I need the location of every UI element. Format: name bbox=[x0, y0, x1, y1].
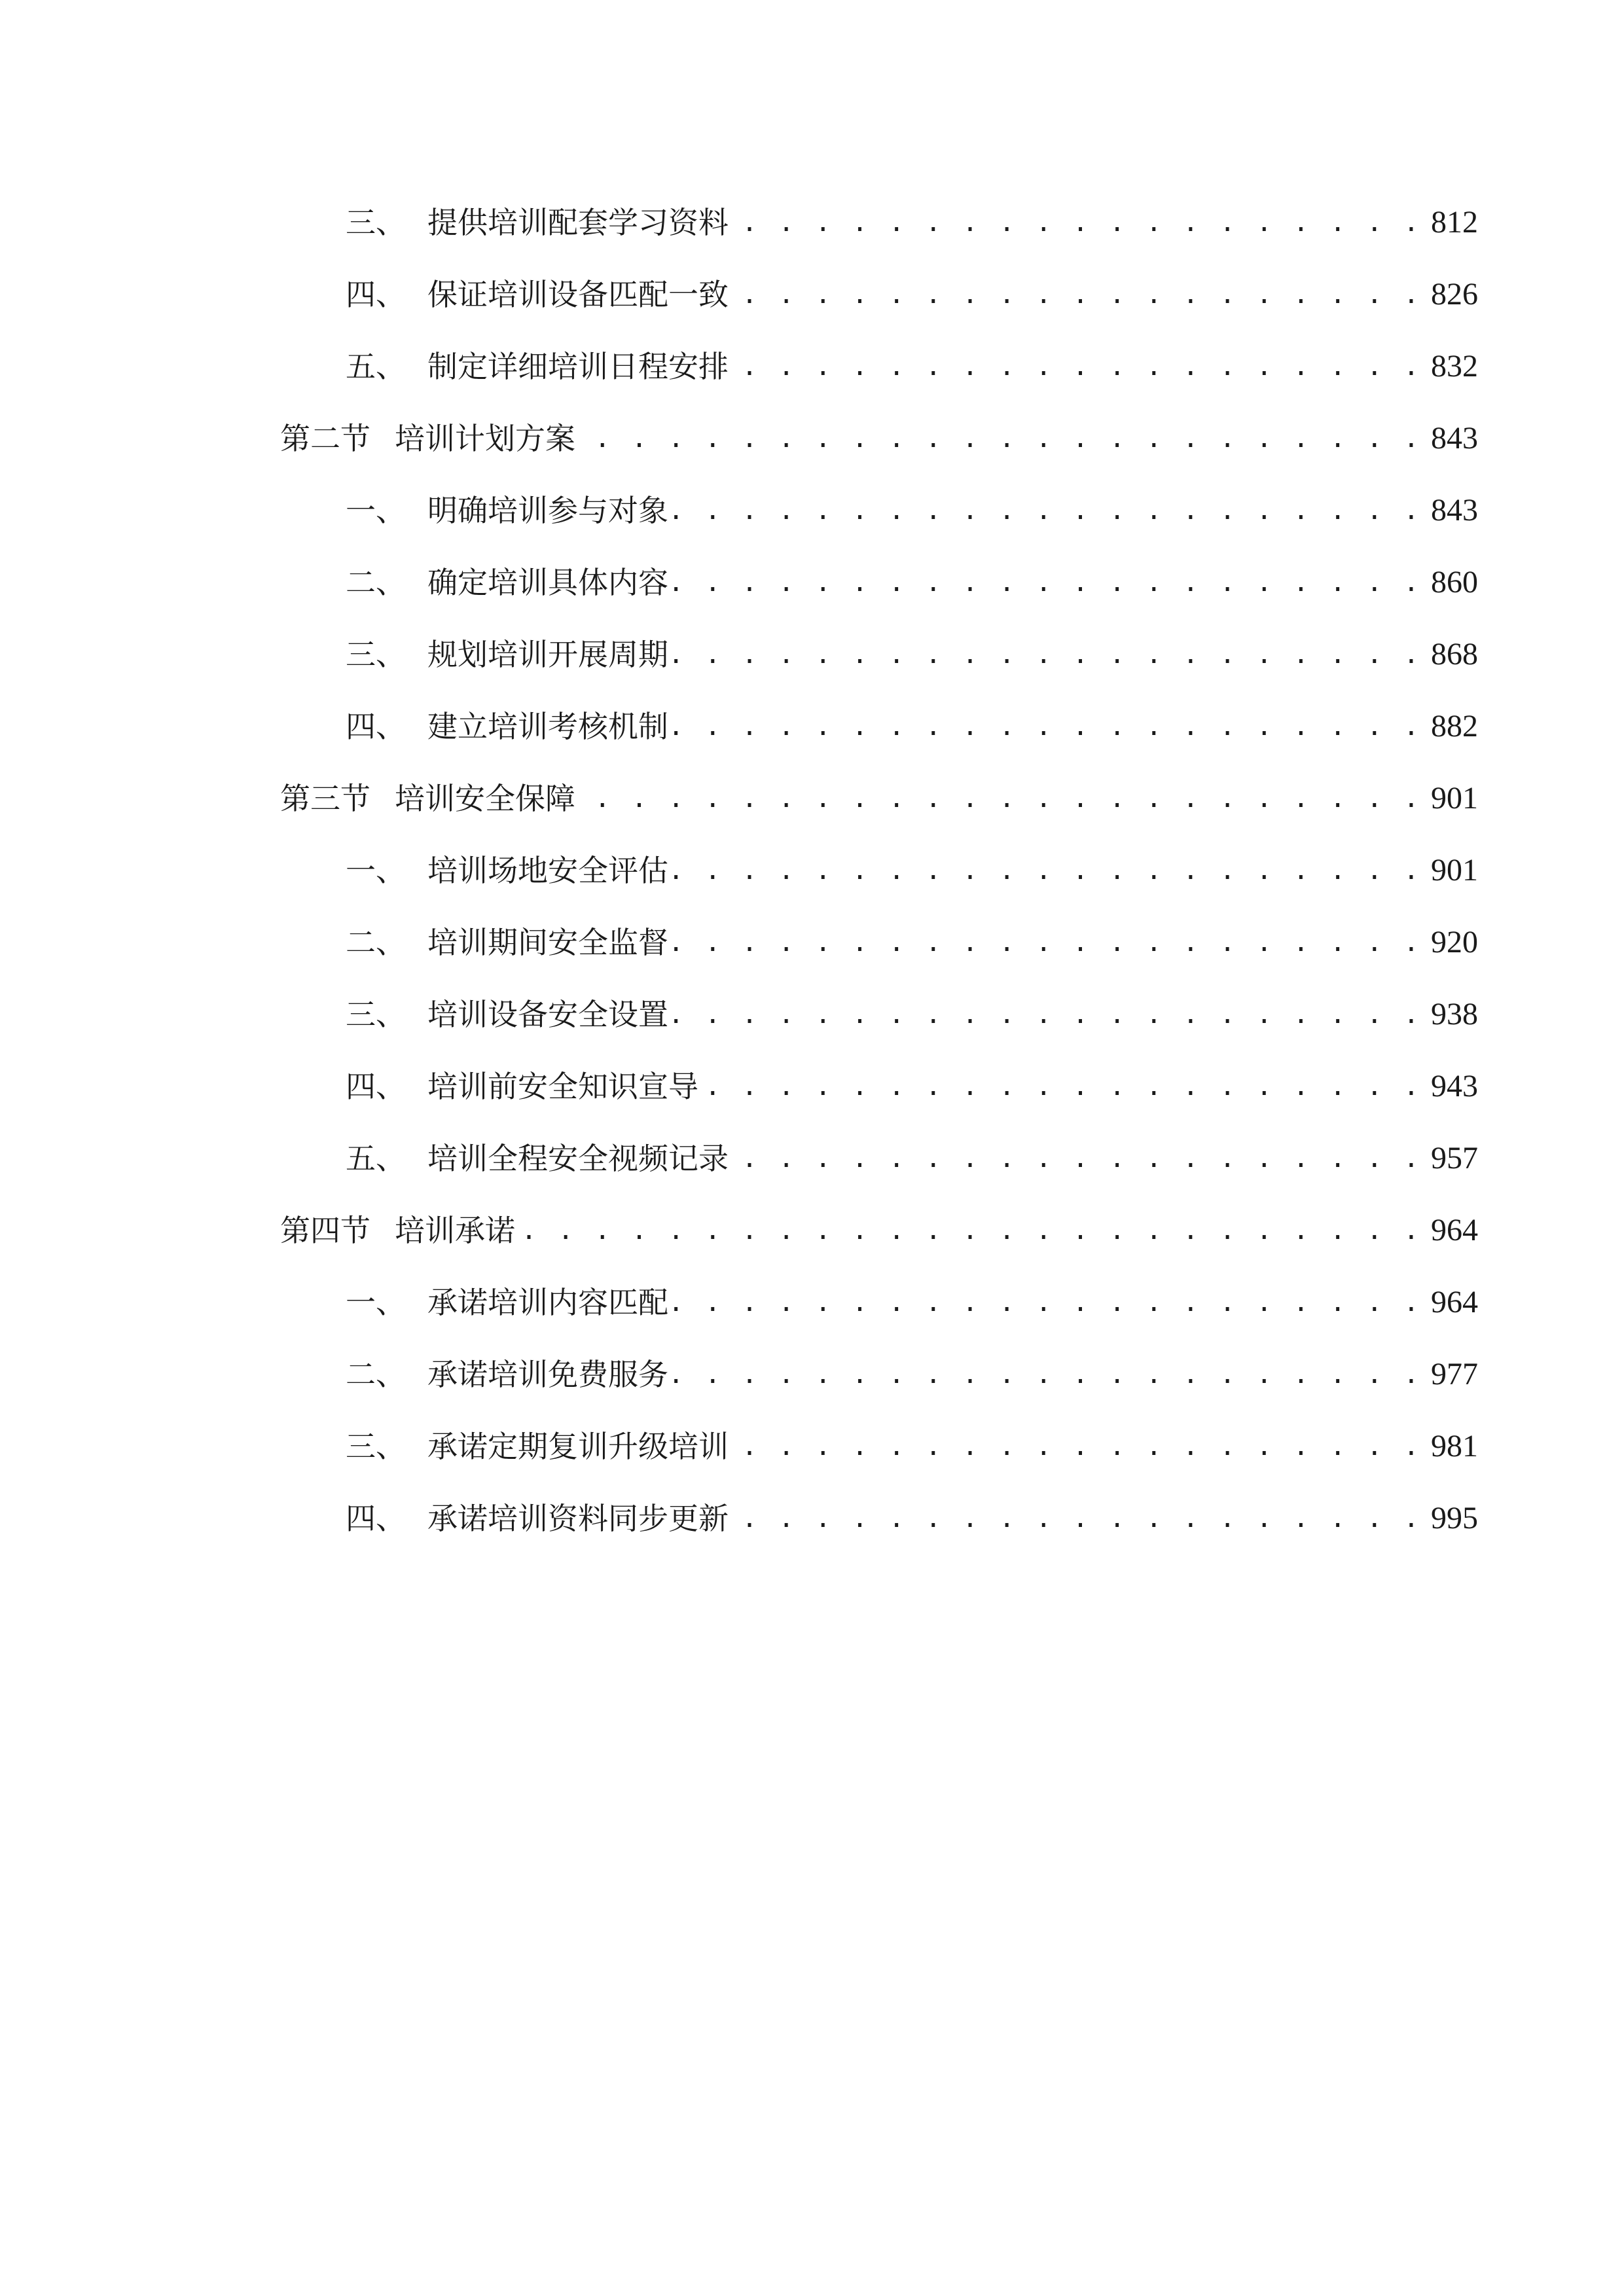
toc-entry-title: 提供培训配套学习资料 bbox=[427, 205, 729, 240]
toc-entry-title: 承诺培训资料同步更新 bbox=[427, 1501, 729, 1536]
toc-entry-number: 三、 bbox=[346, 997, 406, 1032]
toc-entry-title: 培训期间安全监督 bbox=[427, 925, 668, 960]
toc-dot-leader bbox=[734, 347, 1422, 386]
toc-entry[interactable] bbox=[346, 1054, 1478, 1106]
toc-dot-leader bbox=[674, 635, 1422, 674]
toc-entry-number: 二、 bbox=[346, 925, 406, 960]
toc-entry[interactable] bbox=[346, 1486, 1478, 1538]
toc-entry-title: 建立培训考核机制 bbox=[427, 709, 668, 744]
toc-page-number: 943 bbox=[1431, 1069, 1478, 1103]
toc-page-number: 957 bbox=[1431, 1141, 1478, 1175]
toc-entry-number: 三、 bbox=[346, 1429, 406, 1464]
toc-dot-leader bbox=[581, 419, 1422, 458]
toc-page-number: 868 bbox=[1431, 637, 1478, 672]
toc-section-title: 培训安全保障 bbox=[395, 781, 575, 816]
toc-entry-number: 一、 bbox=[346, 493, 406, 528]
toc-page-number: 901 bbox=[1431, 781, 1478, 816]
toc-dot-leader bbox=[674, 995, 1422, 1034]
toc-section-entry[interactable] bbox=[280, 766, 1478, 818]
toc-dot-leader bbox=[674, 1355, 1422, 1394]
toc-page-number: 995 bbox=[1431, 1501, 1478, 1535]
toc-section-entry[interactable] bbox=[280, 406, 1478, 458]
toc-section-title: 培训计划方案 bbox=[395, 421, 575, 456]
toc-page-number: 812 bbox=[1431, 205, 1478, 240]
toc-page-number: 860 bbox=[1431, 565, 1478, 600]
toc-section-number: 第三节 bbox=[280, 781, 370, 816]
toc-entry-number: 四、 bbox=[346, 709, 406, 744]
toc-dot-leader bbox=[674, 563, 1422, 602]
toc-entry-number: 二、 bbox=[346, 565, 406, 600]
toc-entry[interactable] bbox=[346, 694, 1478, 746]
toc-dot-leader bbox=[734, 1427, 1422, 1466]
toc-dot-leader bbox=[520, 1211, 1422, 1250]
toc-entry-title: 培训前安全知识宣导 bbox=[427, 1069, 698, 1104]
toc-dot-leader bbox=[674, 491, 1422, 530]
toc-dot-leader bbox=[734, 1499, 1422, 1538]
toc-entry-title: 承诺定期复训升级培训 bbox=[427, 1429, 729, 1464]
toc-dot-leader bbox=[674, 923, 1422, 962]
toc-entry[interactable] bbox=[346, 982, 1478, 1034]
toc-entry-number: 三、 bbox=[346, 205, 406, 240]
toc-entry[interactable] bbox=[346, 1270, 1478, 1322]
toc-dot-leader bbox=[674, 707, 1422, 746]
toc-page-number: 901 bbox=[1431, 853, 1478, 888]
toc-entry[interactable] bbox=[346, 622, 1478, 674]
toc-entry[interactable] bbox=[346, 910, 1478, 962]
toc-section-number: 第四节 bbox=[280, 1213, 370, 1248]
toc-page-number: 832 bbox=[1431, 349, 1478, 384]
toc-page-number: 920 bbox=[1431, 925, 1478, 960]
toc-entry-title: 保证培训设备匹配一致 bbox=[427, 277, 729, 312]
toc-page-number: 843 bbox=[1431, 493, 1478, 528]
toc-dot-leader bbox=[734, 203, 1422, 242]
toc-page-number: 826 bbox=[1431, 277, 1478, 312]
toc-entry-title: 承诺培训免费服务 bbox=[427, 1357, 668, 1392]
toc-entry-number: 四、 bbox=[346, 277, 406, 312]
toc-entry-number: 一、 bbox=[346, 1285, 406, 1320]
toc-dot-leader bbox=[704, 1067, 1422, 1106]
toc-page-number: 938 bbox=[1431, 997, 1478, 1031]
toc-dot-leader bbox=[581, 779, 1422, 818]
toc-entry-number: 五、 bbox=[346, 349, 406, 384]
toc-entry[interactable] bbox=[346, 1126, 1478, 1178]
toc-section-entry[interactable] bbox=[280, 1198, 1478, 1250]
toc-entry-title: 培训场地安全评估 bbox=[427, 853, 668, 888]
toc-entry-title: 规划培训开展周期 bbox=[427, 637, 668, 672]
toc-entry-title: 明确培训参与对象 bbox=[427, 493, 668, 528]
toc-entry[interactable] bbox=[346, 262, 1478, 314]
toc-entry[interactable] bbox=[346, 838, 1478, 890]
toc-entry-number: 一、 bbox=[346, 853, 406, 888]
toc-page-number: 977 bbox=[1431, 1357, 1478, 1391]
toc-page-number: 964 bbox=[1431, 1213, 1478, 1247]
toc-page-number: 882 bbox=[1431, 709, 1478, 744]
toc-page-number: 843 bbox=[1431, 421, 1478, 456]
toc-entry-number: 三、 bbox=[346, 637, 406, 672]
toc-dot-leader bbox=[674, 1283, 1422, 1322]
toc-entry[interactable] bbox=[346, 1414, 1478, 1466]
toc-entry[interactable] bbox=[346, 550, 1478, 602]
toc-dot-leader bbox=[734, 275, 1422, 314]
toc-entry-title: 培训设备安全设置 bbox=[427, 997, 668, 1032]
toc-entry[interactable] bbox=[346, 334, 1478, 386]
toc-dot-leader bbox=[734, 1139, 1422, 1178]
toc-entry-title: 培训全程安全视频记录 bbox=[427, 1141, 729, 1176]
toc-entry-title: 制定详细培训日程安排 bbox=[427, 349, 729, 384]
toc-entry-number: 二、 bbox=[346, 1357, 406, 1392]
toc-section-number: 第二节 bbox=[280, 421, 370, 456]
toc-entry-number: 五、 bbox=[346, 1141, 406, 1176]
toc-entry[interactable] bbox=[346, 190, 1478, 242]
toc-section-title: 培训承诺 bbox=[395, 1213, 515, 1248]
toc-entry-title: 确定培训具体内容 bbox=[427, 565, 668, 600]
toc-entry-number: 四、 bbox=[346, 1069, 406, 1104]
toc-page-number: 964 bbox=[1431, 1285, 1478, 1319]
toc-entry-number: 四、 bbox=[346, 1501, 406, 1536]
toc-entry[interactable] bbox=[346, 1342, 1478, 1394]
toc-page-number: 981 bbox=[1431, 1429, 1478, 1463]
toc-entry-title: 承诺培训内容匹配 bbox=[427, 1285, 668, 1320]
toc-entry[interactable] bbox=[346, 478, 1478, 530]
toc-dot-leader bbox=[674, 851, 1422, 890]
